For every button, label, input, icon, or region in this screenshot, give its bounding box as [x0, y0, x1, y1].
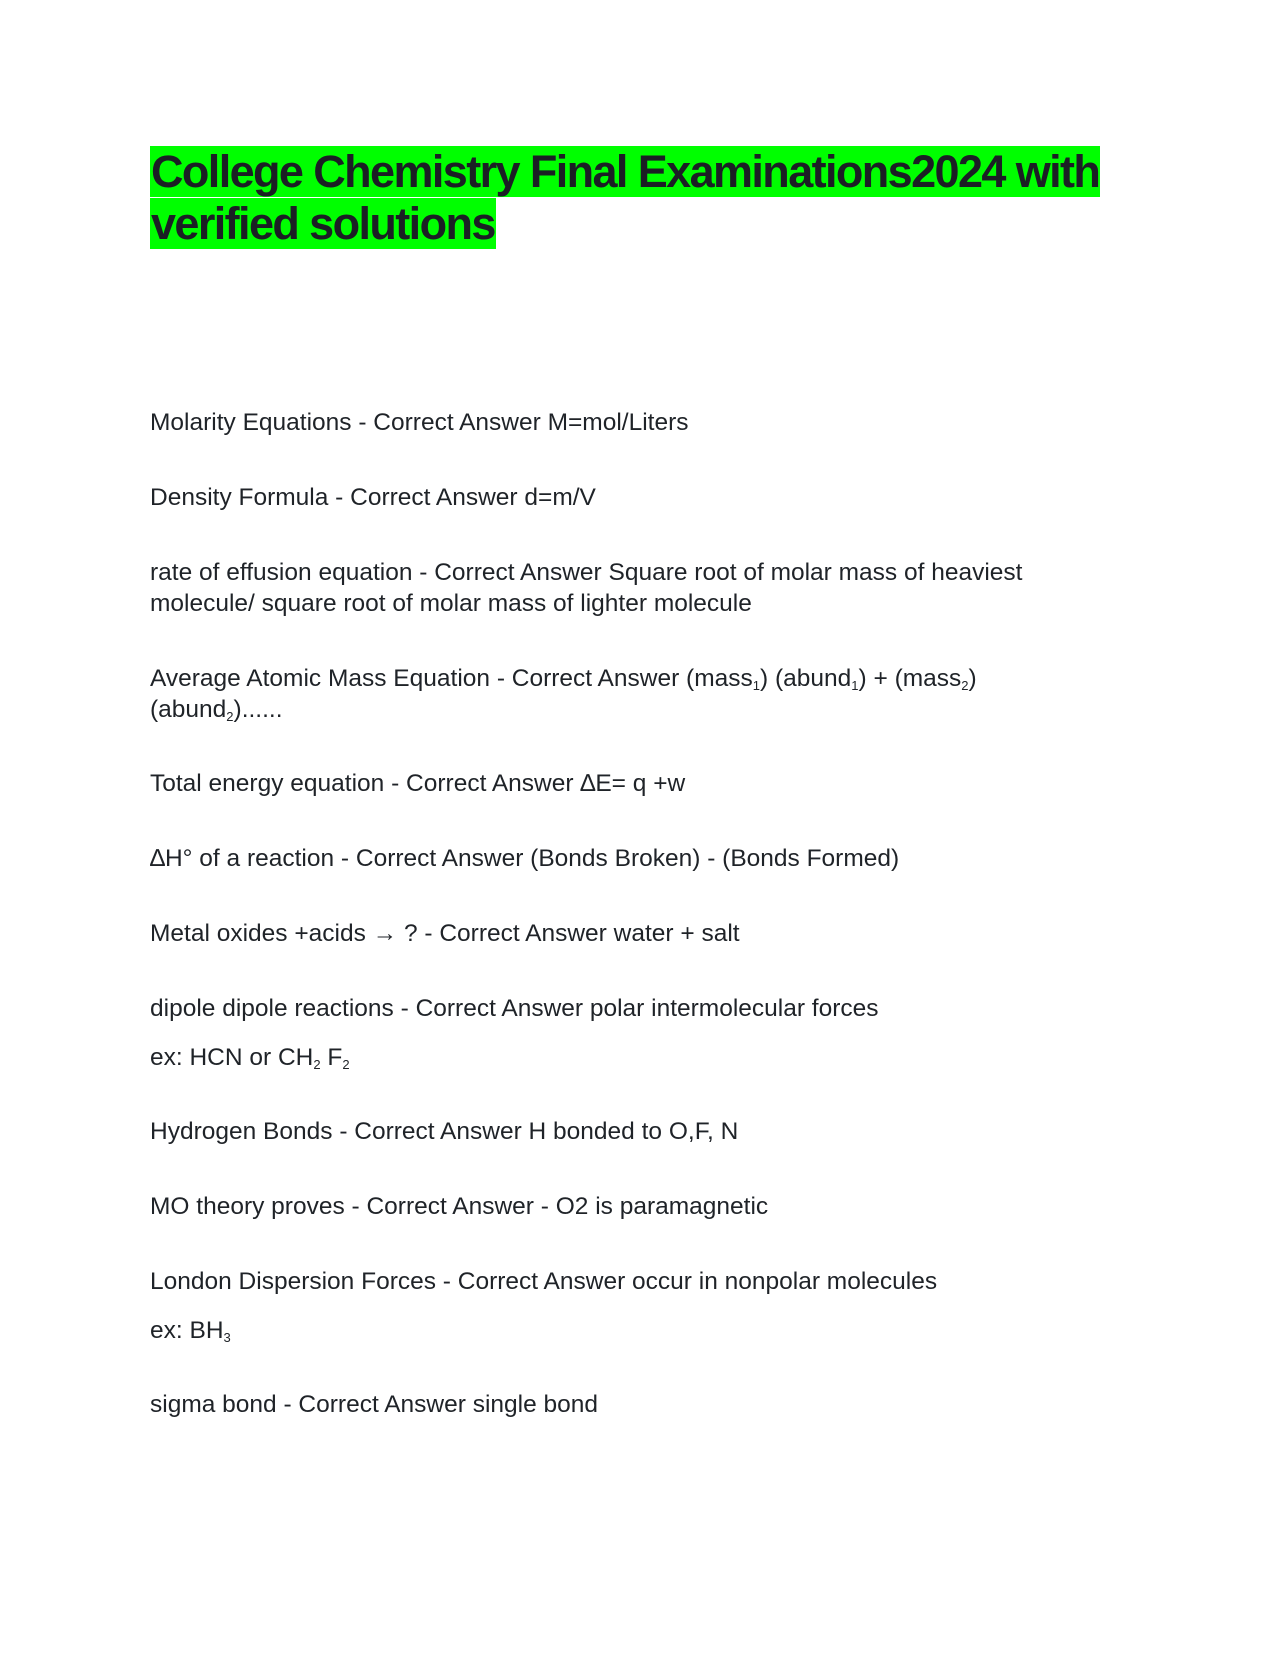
entry-metal-oxides: Metal oxides +acids → ? - Correct Answer water + salt [150, 920, 740, 947]
subscript: 2 [342, 1057, 350, 1072]
subscript: 1 [851, 678, 859, 693]
subscript: 1 [752, 678, 760, 693]
entry-effusion-line1: rate of effusion equation - Correct Answer Square root of molar mass of heaviest [150, 559, 1023, 586]
entry-atomic-mass [150, 663, 1110, 725]
entry-london-example [150, 1315, 231, 1346]
subscript: 2 [961, 678, 969, 693]
dipole-example-text: ex: HCN or CH [150, 1044, 314, 1071]
atomic-mass-text: )...... [233, 696, 283, 723]
entry-london: London Dispersion Forces - Correct Answer occur in nonpolar molecules [150, 1268, 938, 1295]
atomic-mass-text: ) (abund [760, 665, 852, 692]
document-title [150, 146, 1140, 250]
subscript: 2 [313, 1057, 321, 1072]
entry-sigma-bond: sigma bond - Correct Answer single bond [150, 1391, 599, 1418]
subscript: 3 [223, 1330, 231, 1345]
title-line-2: verified solutions [151, 198, 495, 249]
entry-dipole: dipole dipole reactions - Correct Answer polar intermolecular forces [150, 995, 879, 1022]
entry-total-energy: Total energy equation - Correct Answer ∆E= q +w [150, 770, 686, 797]
entry-effusion-line2: molecule/ square root of molar mass of lighter molecule [150, 590, 752, 617]
entry-density: Density Formula - Correct Answer d=m/V [150, 484, 596, 511]
title-line-1: College Chemistry Final Examinations2024 with [151, 146, 1100, 197]
london-example-text: ex: BH [150, 1317, 224, 1344]
entry-effusion [150, 557, 1110, 619]
entry-dipole-example [150, 1042, 350, 1073]
atomic-mass-text: ) [968, 665, 977, 692]
entry-hydrogen-bonds: Hydrogen Bonds - Correct Answer H bonded to O,F, N [150, 1118, 739, 1145]
entry-delta-h: ∆H° of a reaction - Correct Answer (Bonds Broken) - (Bonds Formed) [150, 845, 900, 872]
atomic-mass-text: (abund [150, 696, 227, 723]
entry-molarity: Molarity Equations - Correct Answer M=mol/Liters [150, 409, 689, 436]
subscript: 2 [226, 709, 234, 724]
atomic-mass-text: Average Atomic Mass Equation - Correct Answer (mass [150, 665, 753, 692]
entry-mo-theory: MO theory proves - Correct Answer - O2 is paramagnetic [150, 1193, 769, 1220]
dipole-example-text: F [320, 1044, 343, 1071]
atomic-mass-text: ) + (mass [858, 665, 962, 692]
